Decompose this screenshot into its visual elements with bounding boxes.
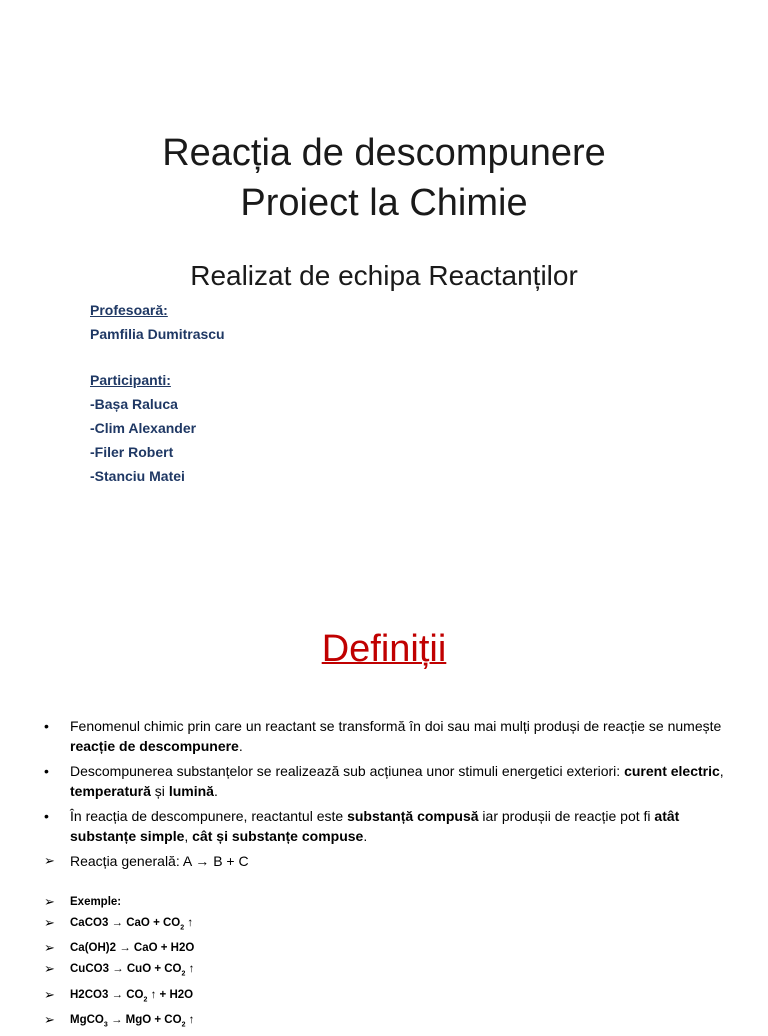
title-line-1: Reacția de descompunere	[162, 132, 606, 174]
slide-title	[0, 128, 768, 228]
definitions-heading: Definiții	[321, 628, 447, 670]
example-item: ➢ CaCO3 → CaO + $CO_2$ ↑	[44, 913, 644, 939]
participant-item: -Bașa Raluca	[90, 396, 178, 412]
slide-subtitle: Realizat de echipa Reactanților	[190, 260, 578, 291]
arrow-bullet-icon: ➢	[44, 914, 55, 930]
arrow-bullet-icon: ➢	[44, 894, 55, 909]
arrow-bullet-icon: ➢	[44, 853, 55, 868]
participant-item: -Stanciu Matei	[90, 468, 185, 484]
arrow-bullet-icon: ➢	[44, 960, 55, 976]
bullet-dot-icon: •	[44, 808, 49, 824]
teacher-label: Profesoară:	[90, 302, 168, 318]
team-info	[90, 298, 225, 488]
arrow-bullet-icon: ➢	[44, 986, 55, 1002]
teacher-name: Pamfilia Dumitrascu	[90, 326, 225, 342]
example-item: ➢ Ca(OH)2 → CaO + H2O	[44, 938, 644, 959]
general-reaction-item: ➢ Reacția generală: A → B + C	[44, 853, 249, 869]
bullet-item: • Fenomenul chimic prin care un reactant se transformă în doi sau mai mulți produși de reacție se numește reacție de descompunere.	[44, 718, 722, 754]
bullet-dot-icon: •	[44, 763, 49, 779]
bullet-item: • Descompunerea substanțelor se realizează sub acțiunea unor stimuli energetici exteriori: curent electric, temperatură și lumină.	[44, 763, 724, 799]
participant-item: -Filer Robert	[90, 444, 174, 460]
example-item: ➢ $H2CO3 \to CO_2$ ↑ + H2O	[44, 985, 644, 1011]
arrow-bullet-icon: ➢	[44, 940, 55, 956]
example-item: ➢ CuCO3 → CuO + $CO_2$ ↑	[44, 959, 644, 985]
participants-label: Participanti:	[90, 372, 171, 388]
title-line-2: Proiect la Chimie	[240, 182, 528, 224]
example-item: ➢ MgCO$_3$ → MgO + $CO_2$ ↑	[44, 1010, 644, 1036]
bullet-item: • În reacția de descompunere, reactantul este substanță compusă iar produșii de reacție pot fi atât substanțe simple, cât și substanțe compuse.	[44, 808, 680, 844]
definitions-slide	[0, 560, 768, 1029]
definition-bullets	[44, 716, 734, 876]
bullet-dot-icon: •	[44, 718, 49, 734]
examples-label-item: ➢ Exemple:	[44, 892, 644, 913]
participant-item: -Clim Alexander	[90, 420, 197, 436]
arrow-bullet-icon: ➢	[44, 1012, 55, 1028]
examples-list	[44, 892, 644, 1036]
